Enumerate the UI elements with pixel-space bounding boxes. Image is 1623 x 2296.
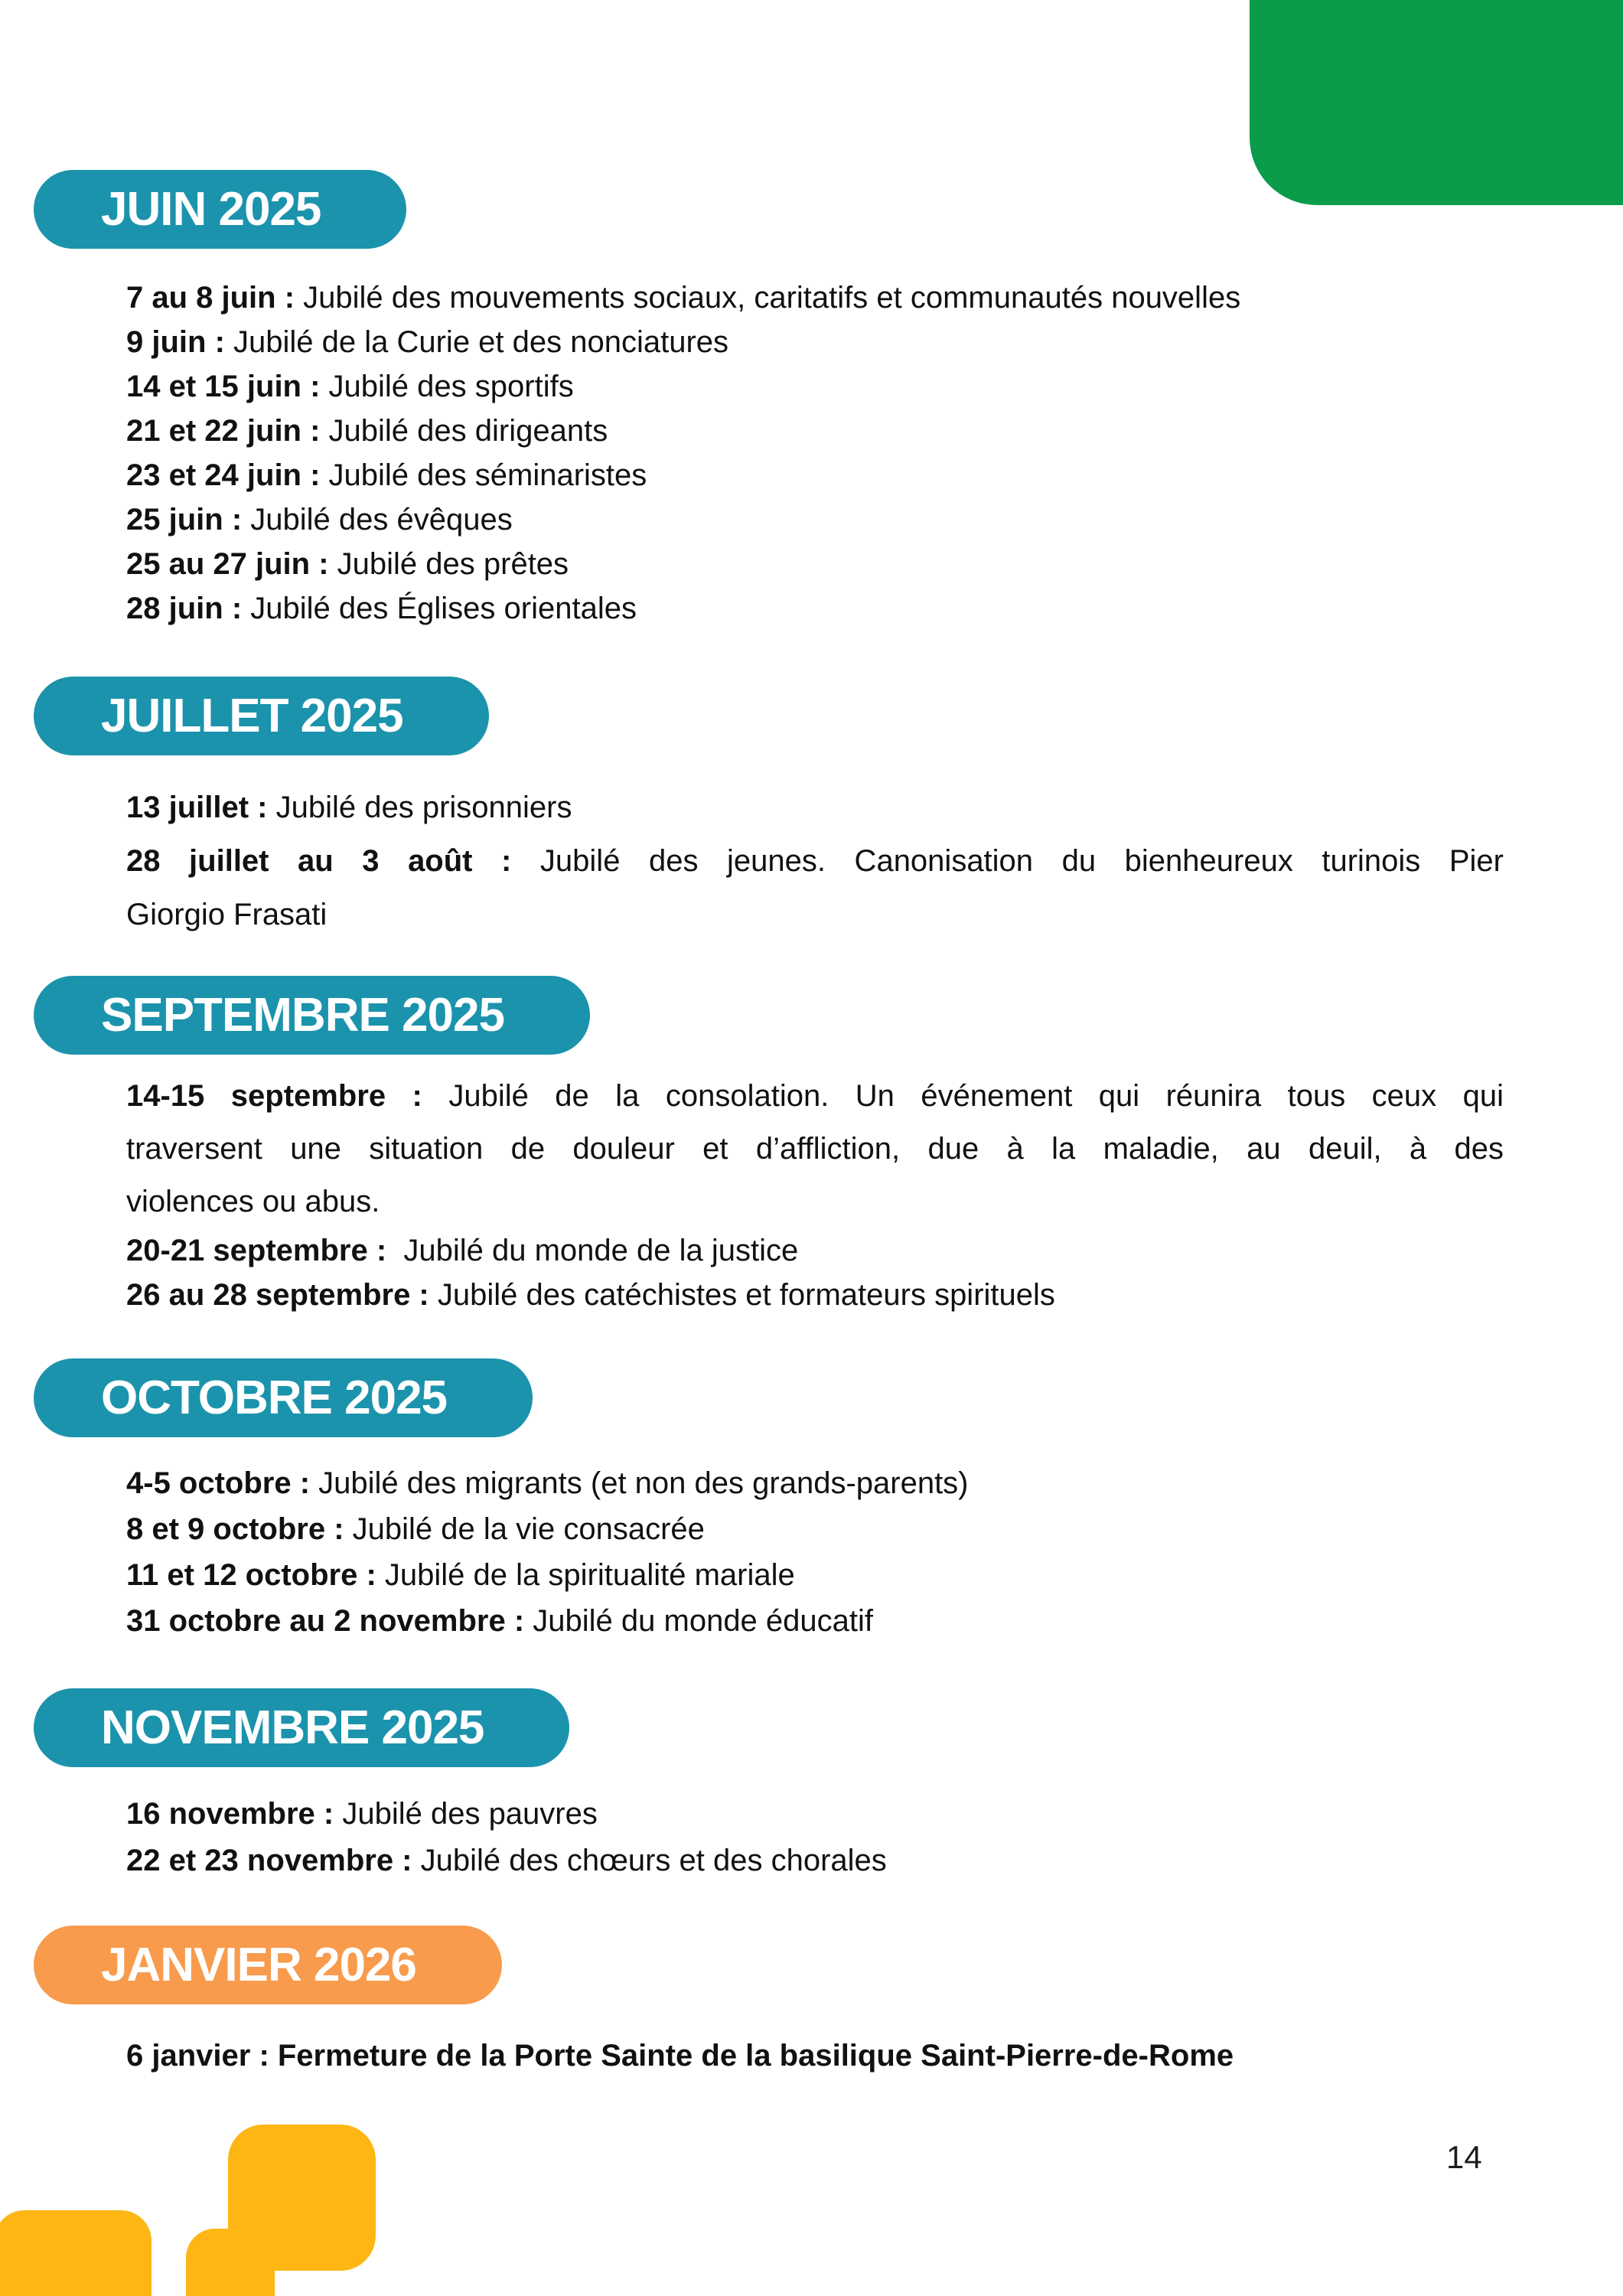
event-line: 26 au 28 septembre : Jubilé des catéchistes et formateurs spirituels bbox=[126, 1278, 1055, 1312]
event-line: 14-15 septembre : Jubilé de la consolation. Un événement qui réunira tous ceux qui bbox=[126, 1079, 1504, 1113]
event-line: traversent une situation de douleur et d’affliction, due à la maladie, au deuil, à des bbox=[126, 1132, 1504, 1166]
event-line: Giorgio Frasati bbox=[126, 898, 328, 931]
event-line: 9 juin : Jubilé de la Curie et des nonciatures bbox=[126, 325, 729, 359]
yellow-corner-shape-2 bbox=[186, 2229, 275, 2296]
month-header-janvier-2026: JANVIER 2026 bbox=[34, 1926, 502, 2004]
section-juillet-2025 bbox=[34, 677, 1504, 941]
event-line: 7 au 8 juin : Jubilé des mouvements sociaux, caritatifs et communautés nouvelles bbox=[126, 281, 1241, 315]
event-list-juillet bbox=[126, 781, 1504, 941]
event-line: 28 juillet au 3 août : Jubilé des jeunes. Canonisation du bienheureux turinois Pier bbox=[126, 844, 1504, 878]
section-juin-2025 bbox=[34, 170, 1504, 631]
page-number: 14 bbox=[1446, 2139, 1482, 2175]
event-line: 13 juillet : Jubilé des prisonniers bbox=[126, 791, 572, 824]
event-line: 23 et 24 juin : Jubilé des séminaristes bbox=[126, 458, 647, 492]
event-list-janvier bbox=[126, 2033, 1504, 2079]
event-line: 22 et 23 novembre : Jubilé des chœurs et des chorales bbox=[126, 1844, 887, 1877]
event-line: 20-21 septembre : Jubilé du monde de la justice bbox=[126, 1234, 799, 1267]
month-header-juillet-2025: JUILLET 2025 bbox=[34, 677, 489, 755]
event-line: 25 juin : Jubilé des évêques bbox=[126, 503, 513, 536]
event-list-octobre bbox=[126, 1460, 1504, 1644]
month-header-juin-2025: JUIN 2025 bbox=[34, 170, 406, 249]
yellow-corner-shape-3 bbox=[0, 2210, 152, 2296]
event-line: 28 juin : Jubilé des Églises orientales bbox=[126, 592, 637, 625]
event-line: 11 et 12 octobre : Jubilé de la spiritualité mariale bbox=[126, 1558, 795, 1592]
event-list-septembre bbox=[126, 1070, 1504, 1317]
event-line: 31 octobre au 2 novembre : Jubilé du monde éducatif bbox=[126, 1604, 874, 1638]
section-octobre-2025 bbox=[34, 1358, 1504, 1644]
section-janvier-2026 bbox=[34, 1926, 1504, 2079]
event-line: 14 et 15 juin : Jubilé des sportifs bbox=[126, 370, 574, 403]
event-line: 16 novembre : Jubilé des pauvres bbox=[126, 1797, 598, 1831]
event-line: 21 et 22 juin : Jubilé des dirigeants bbox=[126, 414, 608, 448]
event-list-juin bbox=[126, 276, 1504, 631]
event-line: 25 au 27 juin : Jubilé des prêtes bbox=[126, 547, 569, 581]
month-header-septembre-2025: SEPTEMBRE 2025 bbox=[34, 976, 590, 1055]
event-line: violences ou abus. bbox=[126, 1185, 380, 1218]
month-header-octobre-2025: OCTOBRE 2025 bbox=[34, 1358, 533, 1437]
event-list-novembre bbox=[126, 1791, 1504, 1884]
event-line: 6 janvier : Fermeture de la Porte Sainte de la basilique Saint-Pierre-de-Rome bbox=[126, 2039, 1234, 2073]
month-header-novembre-2025: NOVEMBRE 2025 bbox=[34, 1688, 569, 1767]
event-line: 8 et 9 octobre : Jubilé de la vie consacrée bbox=[126, 1512, 705, 1546]
section-septembre-2025 bbox=[34, 976, 1504, 1317]
event-line: 4-5 octobre : Jubilé des migrants (et non des grands-parents) bbox=[126, 1466, 969, 1500]
section-novembre-2025 bbox=[34, 1688, 1504, 1884]
